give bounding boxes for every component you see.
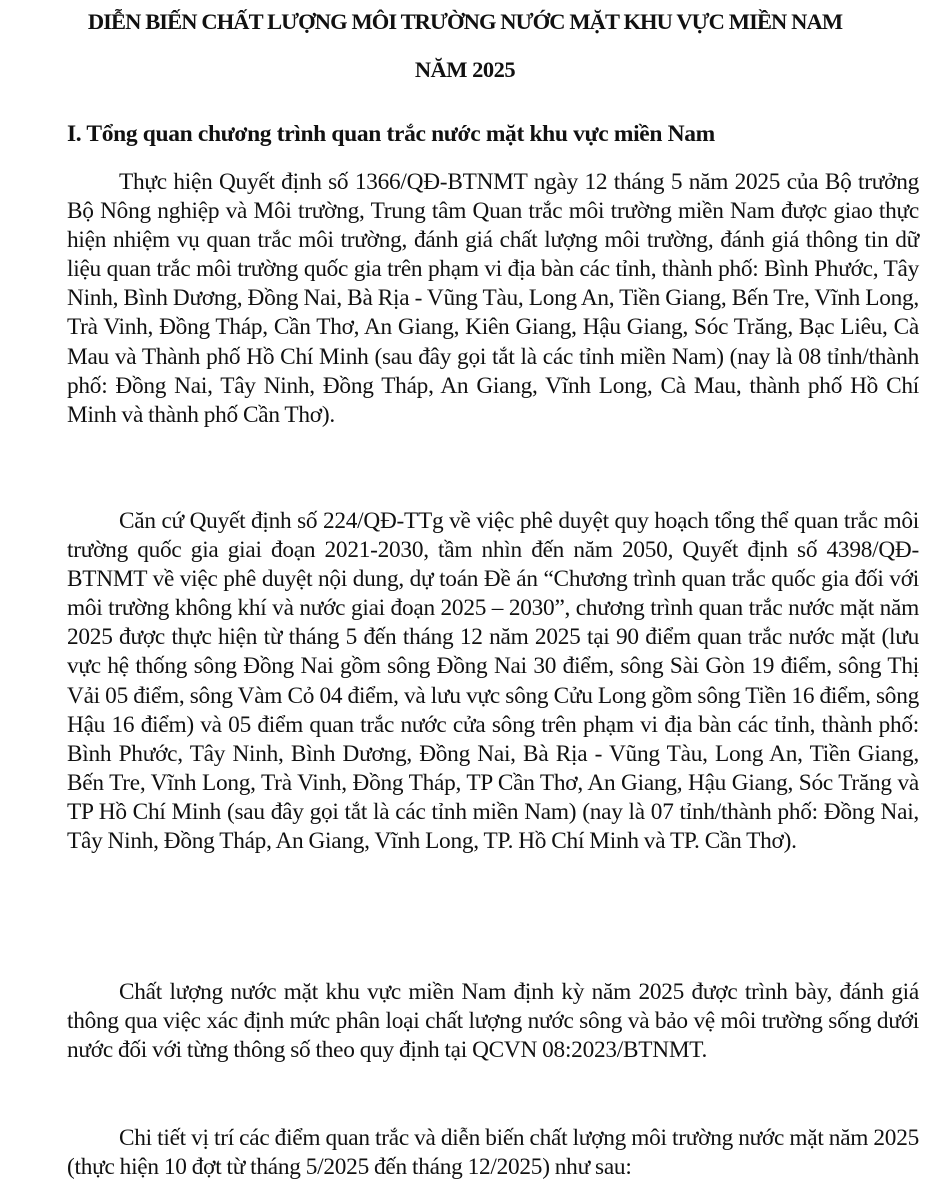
document-title-line-1: DIỄN BIẾN CHẤT LƯỢNG MÔI TRƯỜNG NƯỚC MẶT KHU VỰC MIỀN NAM <box>87 9 843 34</box>
section-heading: I. Tổng quan chương trình quan trắc nước mặt khu vực miền Nam <box>67 121 715 147</box>
document-title-line-2: NĂM 2025 <box>414 57 516 82</box>
paragraph-quality-assessment: Chất lượng nước mặt khu vực miền Nam định kỳ năm 2025 được trình bày, đánh giá thông qua việc xác định mức phân loại chất lượng nước sông và bảo vệ môi trường sống dưới nước đối với từng thông số theo quy định tại QCVN 08:2023/BTNMT. <box>67 979 919 1064</box>
paragraph-monitoring-program: Căn cứ Quyết định số 224/QĐ-TTg về việc phê duyệt quy hoạch tổng thể quan trắc môi trường quốc gia giai đoạn 2021-2030, tầm nhìn đến năm 2050, Quyết định số 4398/QĐ-BTNMT về việc phê duyệt nội dung, dự toán Đề án “Chương trình quan trắc quốc gia đối với môi trường không khí và nước giai đoạn 2025 – 2030”, chương trình quan trắc nước mặt năm 2025 được thực hiện từ tháng 5 đến tháng 12 năm 2025 tại 90 điểm quan trắc nước mặt (lưu vực hệ thống sông Đồng Nai gồm sông Đồng Nai 30 điểm, sông Sài Gòn 19 điểm, sông Thị Vải 05 điểm, sông Vàm Cỏ 04 điểm, và lưu vực sông Cửu Long gồm sông Tiền 16 điểm, sông Hậu 16 điểm) và 05 điểm quan trắc nước cửa sông trên phạm vi địa bàn các tỉnh, thành phố: Bình Phước, Tây Ninh, Bình Dương, Đồng Nai, Bà Rịa - Vũng Tàu, Long An, Tiền Giang, Bến Tre, Vĩnh Long, Trà Vinh, Đồng Tháp, TP Cần Thơ, An Giang, Hậu Giang, Sóc Trăng và TP Hồ Chí Minh (sau đây gọi tắt là các tỉnh miền Nam) (nay là 07 tỉnh/thành phố: Đồng Nai, Tây Ninh, Đồng Tháp, An Giang, Vĩnh Long, TP. Hồ Chí Minh và TP. Cần Thơ). <box>67 508 919 855</box>
paragraph-details-intro: Chi tiết vị trí các điểm quan trắc và diễn biến chất lượng môi trường nước mặt năm 2025 (thực hiện 10 đợt từ tháng 5/2025 đến tháng 12/2025) như sau: <box>67 1125 919 1181</box>
paragraph-decision-1366: Thực hiện Quyết định số 1366/QĐ-BTNMT ngày 12 tháng 5 năm 2025 của Bộ trưởng Bộ Nông nghiệp và Môi trường, Trung tâm Quan trắc môi trường miền Nam được giao thực hiện nhiệm vụ quan trắc môi trường, đánh giá chất lượng môi trường, đánh giá thông tin dữ liệu quan trắc môi trường quốc gia trên phạm vi địa bàn các tỉnh, thành phố: Bình Phước, Tây Ninh, Bình Dương, Đồng Nai, Bà Rịa - Vũng Tàu, Long An, Tiền Giang, Bến Tre, Vĩnh Long, Trà Vinh, Đồng Tháp, Cần Thơ, An Giang, Kiên Giang, Hậu Giang, Sóc Trăng, Bạc Liêu, Cà Mau và Thành phố Hồ Chí Minh (sau đây gọi tắt là các tỉnh miền Nam) (nay là 08 tỉnh/thành phố: Đồng Nai, Tây Ninh, Đồng Tháp, An Giang, Vĩnh Long, Cà Mau, thành phố Hồ Chí Minh và thành phố Cần Thơ). <box>67 169 919 428</box>
